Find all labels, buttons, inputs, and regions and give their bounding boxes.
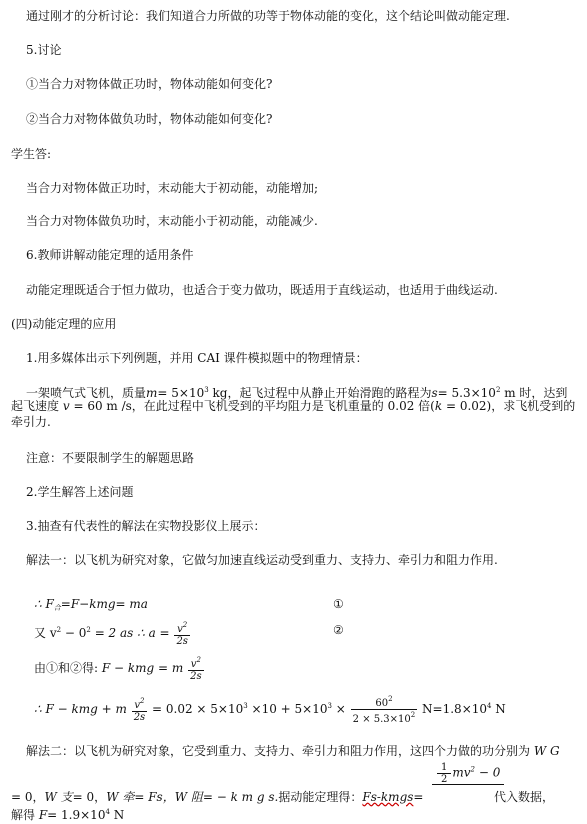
problem-line-1: 一架喷气式飞机，质量$m= 5\times 10^3$ kg，起飞过程中从静止开始滑跑的路程为$s= 5.3\times 10^2$ m 时，达到 (26, 386, 568, 400)
conclusion-text: 通过刚才的分析讨论：我们知道合力所做的功等于物体动能的变化，这个结论叫做动能定理. (26, 9, 510, 23)
note-text: 注意：不要限制学生的解题思路 (26, 451, 195, 465)
section-5-heading: 5.讨论 (26, 43, 62, 57)
problem-line-2: 起飞速度 v = 60 m /s，在此过程中飞机受到的平均阻力是飞机重量的 0.02 倍(k = 0.02)，求飞机受到的 (11, 399, 576, 413)
problem-line-3: 牵引力. (11, 415, 51, 429)
kinetic-energy-fraction: $\frac{1}{2}$ $mv^2 - 0$ (432, 762, 504, 795)
student-answer-label: 学生答: (11, 147, 52, 161)
answer-1: 当合力对物体做正功时，末动能大于初动能，动能增加; (26, 181, 319, 195)
step-1: 1.用多媒体出示下列例题，并用 CAI 课件模拟题中的物理情景： (26, 351, 368, 365)
answer-2: 当合力对物体做负功时，末动能小于初动能，动能减少. (26, 214, 318, 228)
question-2: ②当合力对物体做负功时，物体动能如何变化? (26, 112, 273, 126)
equation-4: ∴ F − kmg + m $\frac{v^2}{2s}$ = $0.02 \times 5\times 10^3 \times 10 + 5\times 10^3$ × $\frac{60^2}{2 \times 5.3\times 10^2}$ $N=1.8\times 10^4$ N (34, 695, 506, 725)
solution-2-line-2: = 0，W 支= 0，W 牵= Fs，W 阻= − k m g s.据动能定理得：Fs-kmgs= (11, 790, 424, 804)
solution-2-result: 解得 $F= 1.9\times 10^4$ N (11, 808, 125, 822)
applicability-text: 动能定理既适合于恒力做功，也适合于变力做功，既适用于直线运动，也适用于曲线运动. (26, 283, 498, 297)
equation-1-number: ① (333, 597, 344, 611)
question-1: ①当合力对物体做正功时，物体动能如何变化? (26, 77, 273, 91)
equation-1: ∴ $F_合=F-kmg=$ ma (34, 597, 148, 612)
solution-1-text: 解法一：以飞机为研究对象，它做匀加速直线运动受到重力、支持力、牵引力和阻力作用. (26, 553, 498, 567)
section-6-heading: 6.教师讲解动能定理的适用条件 (26, 248, 194, 262)
equation-3: 由①和②得: F − kmg = m $\frac{v^2}{2s}$ (34, 656, 202, 682)
step-3: 3.抽查有代表性的解法在实物投影仪上展示： (26, 519, 266, 533)
substitute-text: 代入数据， (494, 790, 555, 804)
solution-2-line-1: 解法二：以飞机为研究对象，它受到重力、支持力、牵引力和阻力作用，这四个力做的功分别为 W G (26, 744, 560, 758)
step-2: 2.学生解答上述问题 (26, 485, 134, 499)
section-4-heading: (四)动能定理的应用 (11, 317, 117, 331)
equation-2-number: ② (333, 623, 344, 637)
equation-2: 又 $v^2 - 0^2 = 2$ as ∴ a = $\frac{v^2}{2s}$ (34, 621, 188, 647)
